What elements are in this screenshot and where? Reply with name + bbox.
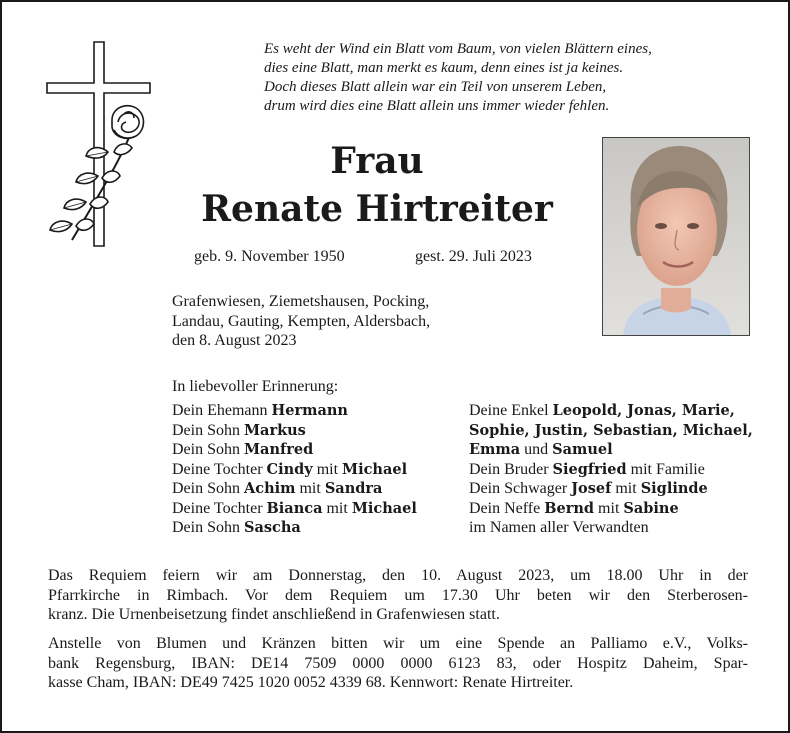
- family-member: Dein Neffe Bernd mit Sabine: [469, 499, 679, 517]
- family-member: Dein Sohn Achim mit Sandra: [172, 480, 383, 497]
- family-member: Emma und Samuel: [469, 441, 613, 458]
- poem: [264, 40, 764, 116]
- places-and-date: [172, 292, 430, 351]
- family-right-column: [469, 401, 753, 538]
- cross-with-rose-icon: [42, 40, 157, 250]
- family-closing: im Namen aller Verwandten: [469, 519, 649, 536]
- paragraph-line: bank Regensburg, IBAN: DE14 7509 0000 0000 6123 83, oder Hospitz Daheim, Spar-: [48, 654, 748, 672]
- paragraph-line: kranz. Die Urnenbeisetzung findet anschließend in Grafenwiesen statt.: [48, 606, 500, 623]
- portrait-photo: [602, 137, 750, 336]
- poem-line: Doch dieses Blatt allein war ein Teil von unserem Leben,: [264, 79, 607, 95]
- family-member: Deine Tochter Bianca mit Michael: [172, 499, 417, 517]
- family-member: Dein Sohn Sascha: [172, 519, 301, 536]
- poem-line: Es weht der Wind ein Blatt vom Baum, von vielen Blättern eines,: [264, 41, 652, 57]
- poem-line: dies eine Blatt, man merkt es kaum, denn eines ist ja keines.: [264, 60, 624, 76]
- death-date: gest. 29. Juli 2023: [415, 248, 532, 265]
- paragraph-line: Anstelle von Blumen und Kränzen bitten wir um eine Spende an Palliamo e.V., Volks-: [48, 635, 748, 652]
- salutation: Frau: [330, 140, 424, 182]
- family-member: Dein Sohn Manfred: [172, 441, 314, 458]
- family-member: Deine Tochter Cindy mit Michael: [172, 460, 408, 478]
- places-line: Grafenwiesen, Ziemetshausen, Pocking,: [172, 293, 430, 310]
- family-member: Dein Sohn Markus: [172, 421, 306, 439]
- poem-line: drum wird dies eine Blatt allein uns immer wieder fehlen.: [264, 98, 610, 114]
- paragraph-line: Das Requiem feiern wir am Donnerstag, den 10. August 2023, um 18.00 Uhr in der: [48, 567, 748, 584]
- memory-intro: In liebevoller Erinnerung:: [172, 378, 339, 395]
- paragraph-line: Pfarrkirche in Rimbach. Vor dem Requiem um 17.30 Uhr beten wir den Sterberosen-: [48, 586, 748, 604]
- donation-paragraph: [48, 634, 748, 693]
- family-member: Sophie, Justin, Sebastian, Michael,: [469, 421, 753, 439]
- birth-date: geb. 9. November 1950: [194, 248, 345, 265]
- family-left-column: [172, 401, 417, 538]
- places-line: Landau, Gauting, Kempten, Aldersbach,: [172, 312, 431, 330]
- family-member: Dein Schwager Josef mit Siglinde: [469, 480, 708, 497]
- family-member: Dein Bruder Siegfried mit Familie: [469, 460, 705, 478]
- date-line: den 8. August 2023: [172, 332, 297, 349]
- family-member: Deine Enkel Leopold, Jonas, Marie,: [469, 402, 735, 419]
- deceased-name: Renate Hirtreiter: [201, 188, 553, 230]
- requiem-paragraph: [48, 566, 748, 625]
- paragraph-line: kasse Cham, IBAN: DE49 7425 1020 0052 4339 68. Kennwort: Renate Hirtreiter.: [48, 674, 574, 691]
- family-member: Dein Ehemann Hermann: [172, 402, 348, 419]
